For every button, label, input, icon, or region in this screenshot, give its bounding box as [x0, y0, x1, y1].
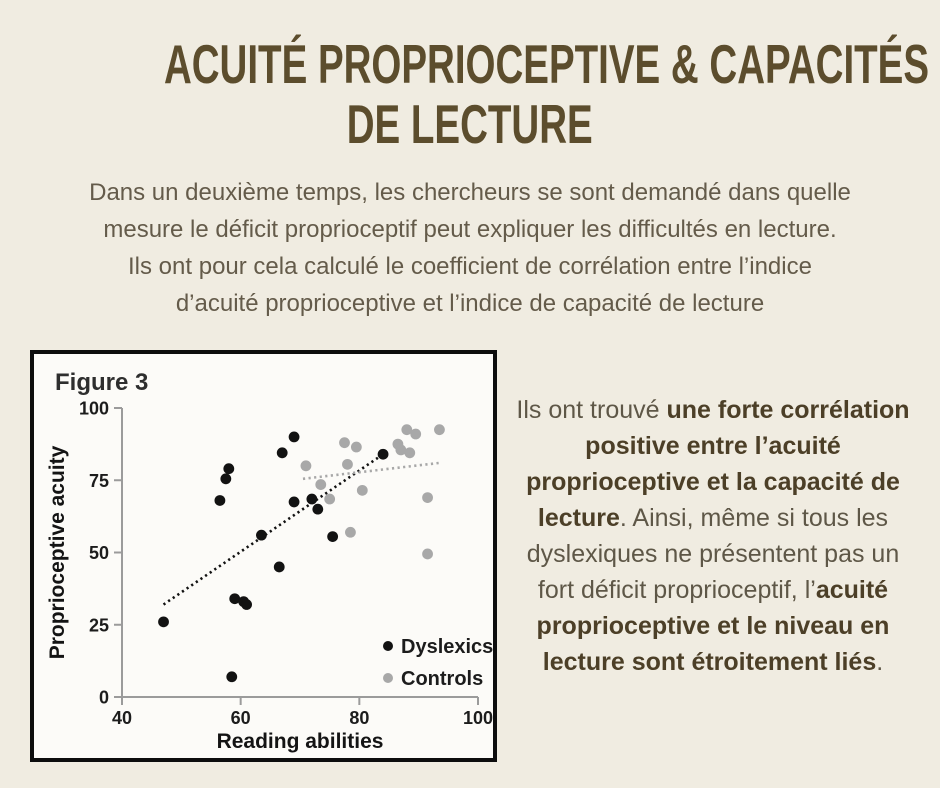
- conclusion-bold-text: une forte corrélation positive entre l’acuité proprioceptive et la capacité de lecture: [526, 396, 910, 532]
- point-dyslexics: [327, 531, 338, 542]
- point-dyslexics: [158, 616, 169, 627]
- point-controls: [422, 549, 433, 560]
- point-controls: [434, 424, 445, 435]
- figure-3-panel: [30, 350, 497, 762]
- legend-marker-controls: [383, 673, 393, 683]
- y-tick-label: 25: [88, 615, 109, 636]
- intro-paragraph: [28, 174, 912, 322]
- point-controls: [342, 459, 353, 470]
- point-dyslexics: [289, 432, 300, 443]
- point-dyslexics: [256, 530, 267, 541]
- legend-label-controls: Controls: [401, 668, 484, 690]
- point-controls: [404, 447, 415, 458]
- point-controls: [315, 479, 326, 490]
- x-tick-label: 80: [349, 708, 370, 728]
- conclusion-text: [508, 392, 918, 680]
- point-controls: [410, 429, 421, 440]
- x-tick-label: 40: [111, 708, 133, 728]
- conclusion-regular-text: .: [876, 648, 884, 676]
- scatter-plot: [34, 354, 493, 758]
- point-dyslexics: [223, 463, 234, 474]
- page-title-line-1: ACUITÉ PROPRIOCEPTIVE & CAPACITÉS: [163, 33, 930, 95]
- x-tick-label: 60: [230, 708, 251, 728]
- point-dyslexics: [378, 449, 389, 460]
- point-dyslexics: [215, 495, 226, 506]
- intro-line: mesure le déficit proprioceptif peut expliquer les difficultés en lecture.: [103, 216, 837, 243]
- conclusion-regular-text: Ils ont trouvé: [516, 396, 667, 424]
- point-dyslexics: [277, 447, 288, 458]
- y-tick-label: 50: [88, 543, 109, 563]
- point-controls: [422, 492, 433, 503]
- x-axis-label: Reading abilities: [216, 730, 384, 753]
- page-title-line-2: DE LECTURE: [347, 93, 593, 155]
- point-dyslexics: [289, 497, 300, 508]
- x-tick-label: 100: [462, 708, 493, 728]
- point-controls: [301, 460, 312, 471]
- point-dyslexics: [241, 599, 252, 610]
- conclusion-regular-text: . Ainsi, même si tous les dyslexiques ne présentent pas un fort déficit proprioceptif, l’: [526, 504, 900, 604]
- point-dyslexics: [274, 562, 285, 573]
- figure-title: Figure 3: [55, 369, 149, 396]
- intro-line: d’acuité proprioceptive et l’indice de capacité de lecture: [175, 290, 765, 317]
- point-dyslexics: [226, 671, 237, 682]
- y-tick-label: 0: [98, 687, 109, 708]
- point-controls: [351, 442, 362, 453]
- legend-marker-dyslexics: [383, 641, 393, 651]
- point-controls: [357, 485, 368, 496]
- point-dyslexics: [312, 504, 323, 515]
- y-tick-label: 100: [78, 398, 109, 419]
- intro-line: Ils ont pour cela calculé le coefficient de corrélation entre l’indice: [128, 253, 812, 280]
- point-controls: [339, 437, 350, 448]
- intro-line: Dans un deuxième temps, les chercheurs se sont demandé dans quelle: [89, 179, 851, 206]
- point-dyslexics: [306, 494, 317, 505]
- y-tick-label: 75: [88, 470, 109, 491]
- point-controls: [324, 494, 335, 505]
- point-dyslexics: [220, 473, 231, 484]
- conclusion-bold-text: acuité proprioceptive et le niveau en lecture sont étroitement liés: [536, 576, 890, 676]
- legend-label-dyslexics: Dyslexics: [401, 636, 493, 658]
- trendline-controls: [303, 463, 439, 479]
- page-title: [0, 34, 940, 154]
- point-controls: [345, 527, 356, 538]
- y-axis-label: Proprioceptive acuity: [46, 445, 69, 660]
